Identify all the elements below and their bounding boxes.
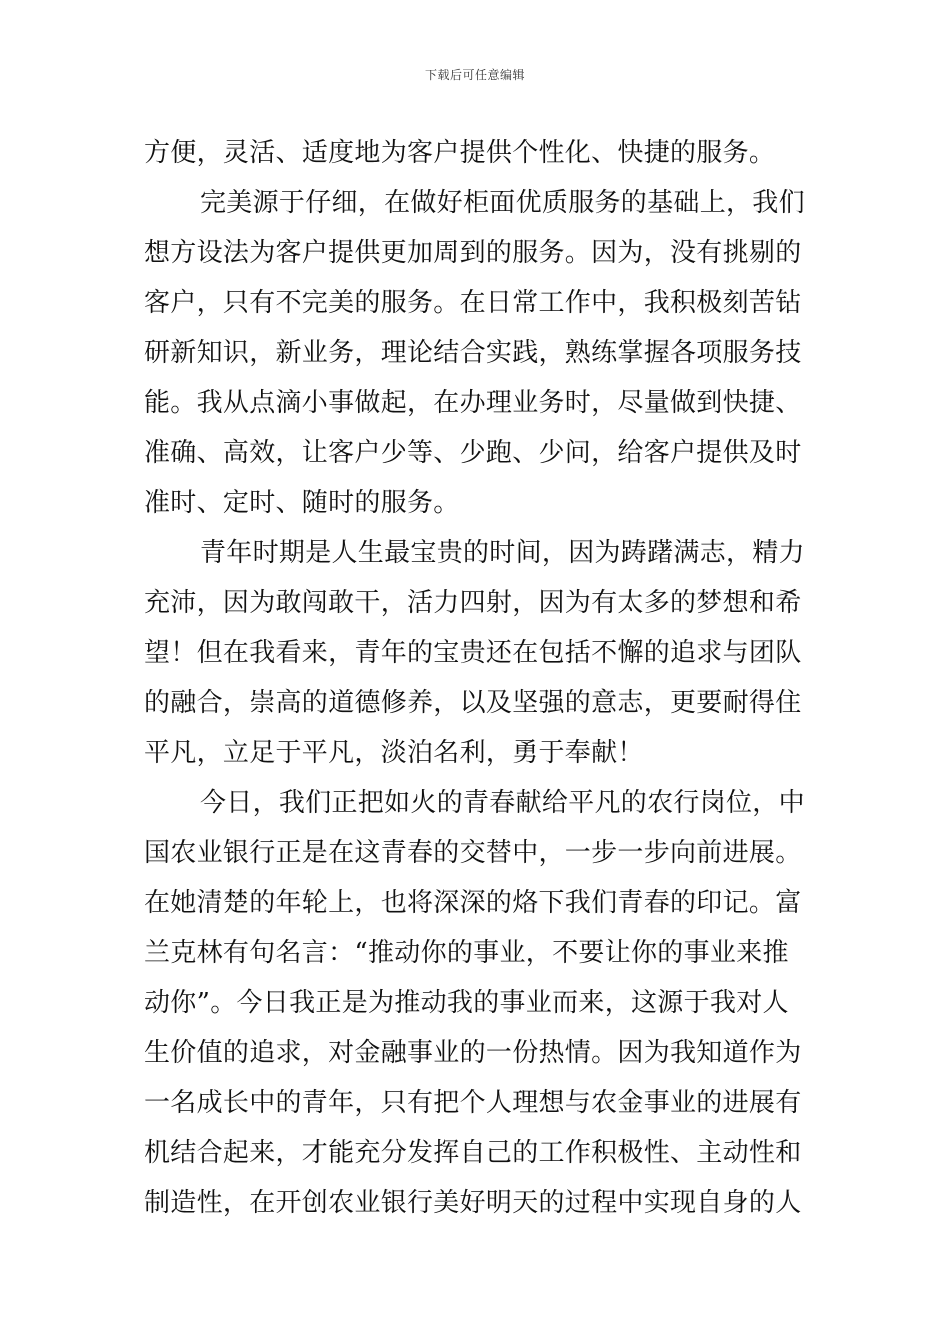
text-line: 生价值的追求，对金融事业的一份热情。因为我知道作为 — [144, 1038, 802, 1068]
text-line: 望！但在我看来，青年的宝贵还在包括不懈的追求与团队 — [144, 638, 802, 668]
text-line: 方便，灵活、适度地为客户提供个性化、快捷的服务。 — [144, 138, 776, 168]
header-note: 下载后可任意编辑 — [424, 68, 525, 82]
text-line: 青年时期是人生最宝贵的时间，因为踌躇满志，精力 — [200, 538, 805, 568]
text-line: 能。我从点滴小事做起，在办理业务时，尽量做到快捷、 — [144, 388, 802, 418]
text-line: 客户，只有不完美的服务。在日常工作中，我积极刻苦钻 — [144, 288, 802, 318]
text-line: 动你”。今日我正是为推动我的事业而来，这源于我对人 — [144, 988, 789, 1018]
text-line: 今日，我们正把如火的青春献给平凡的农行岗位，中 — [200, 788, 805, 818]
text-line: 一名成长中的青年，只有把个人理想与农金事业的进展有 — [144, 1088, 802, 1118]
body-text — [144, 128, 806, 1228]
text-line: 平凡，立足于平凡，淡泊名利，勇于奉献！ — [144, 738, 644, 768]
text-line: 在她清楚的年轮上，也将深深的烙下我们青春的印记。富 — [144, 888, 802, 918]
text-line: 准时、定时、随时的服务。 — [144, 488, 460, 518]
text-line: 兰克林有句名言：“推动你的事业，不要让你的事业来推 — [144, 938, 789, 968]
text-line: 机结合起来，才能充分发挥自己的工作积极性、主动性和 — [144, 1138, 802, 1168]
text-line: 充沛，因为敢闯敢干，活力四射，因为有太多的梦想和希 — [144, 588, 802, 618]
text-line: 准确、高效，让客户少等、少跑、少问，给客户提供及时 — [144, 438, 802, 468]
text-line: 的融合，崇高的道德修养，以及坚强的意志，更要耐得住 — [144, 688, 802, 718]
text-line: 制造性，在开创农业银行美好明天的过程中实现自身的人 — [144, 1188, 802, 1218]
text-line: 国农业银行正是在这青春的交替中，一步一步向前进展。 — [144, 838, 802, 868]
text-line: 想方设法为客户提供更加周到的服务。因为，没有挑剔的 — [144, 238, 802, 268]
text-line: 研新知识，新业务，理论结合实践，熟练掌握各项服务技 — [144, 338, 802, 368]
text-line: 完美源于仔细，在做好柜面优质服务的基础上，我们 — [200, 188, 805, 218]
